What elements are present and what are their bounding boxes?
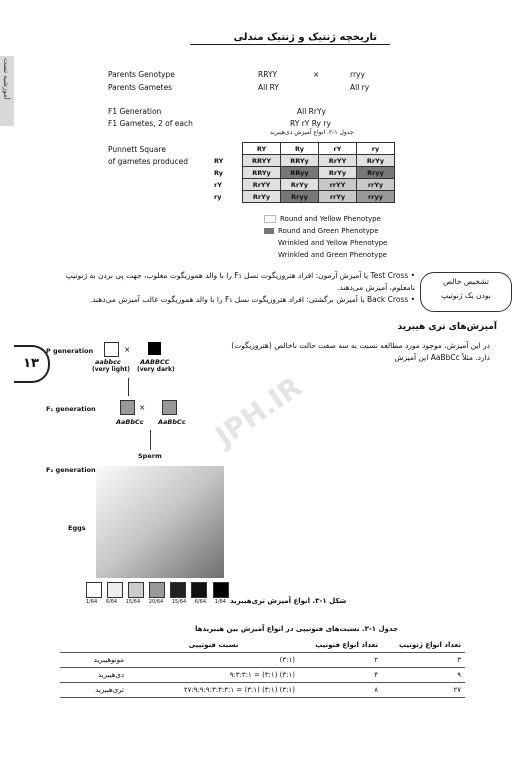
punnett-cell: RrYY [243, 179, 281, 191]
table-cell: تری‌هیبرید [60, 683, 128, 698]
table2-caption: جدول ۱-۳. نسبت‌های فنوتیپی در انواع آمیزش بین هیبریدها [195, 625, 398, 633]
legend-item: Wrinkled and Green Phenotype [264, 249, 387, 261]
scale-box [128, 582, 144, 598]
f1-gametes-label: F1 Gametes, 2 of each [108, 119, 193, 128]
punnett-square [214, 142, 395, 203]
table-header: تعداد انواع ژنوتیپ [382, 638, 465, 653]
punnett-cell: RrYY [319, 155, 357, 167]
table-cell: ۴ [299, 668, 382, 683]
legend-item: Round and Yellow Phenotype [264, 213, 387, 225]
f1-cross-sign: × [139, 403, 146, 412]
punnett-label-1: Punnett Square [108, 145, 166, 154]
parents-gametes-right: All ry [350, 83, 370, 92]
col-head: ry [357, 143, 395, 155]
f1-generation-label: F1 Generation [108, 107, 162, 116]
f1-left-box [120, 400, 135, 415]
side-note: تشخیص خالص بودن یک ژنوتیپ [420, 272, 512, 312]
punnett-caption: جدول ۱-۲. انواع آمیزش دی‌هیبرید [270, 129, 354, 136]
table-cell: ۲ [299, 653, 382, 668]
scale-box [86, 582, 102, 598]
table-header: تعداد انواع فنوتیپ [299, 638, 382, 653]
punnett-cell: RRyy [281, 167, 319, 179]
legend-swatch [264, 228, 274, 234]
arrow-line [150, 430, 151, 450]
punnett-cell: rrYy [319, 191, 357, 203]
f1-right-genotype: AaBbCc [158, 418, 186, 426]
legend-item: Round and Green Phenotype [264, 225, 387, 237]
parents-gametes-label: Parents Gametes [108, 83, 173, 92]
p-right-genotype: AABBCC [140, 358, 170, 366]
punnett-cell: RrYy [281, 179, 319, 191]
table-cell: (۳:۱) [128, 653, 299, 668]
p-left-description: (very light) [92, 366, 130, 373]
punnett-cell: RrYy [243, 191, 281, 203]
scale-box [149, 582, 165, 598]
cross-sign: × [313, 70, 320, 79]
f1-right-box [162, 400, 177, 415]
parents-genotype-left: RRYY [258, 70, 278, 79]
table-row [60, 668, 465, 683]
punnett-cell: RRYY [243, 155, 281, 167]
punnett-cell: Rryy [281, 191, 319, 203]
table-row [60, 653, 465, 668]
row-head: RY [214, 156, 224, 165]
bullet-test-cross: • Test Cross یا آمیزش آزمون: افراد هتروزیگوت نسل F₁ را با والد هموزیگوت مغلوب، جهت پی بردن به ژنوتیپ نامعلوم، آمیزش می‌دهند. [65, 271, 415, 292]
fraction-label: 6/64 [194, 599, 207, 605]
header-rule [190, 44, 390, 45]
table-cell: ۳ [382, 653, 465, 668]
section-paragraph: در این آمیزش، موجود مورد مطالعه نسبت به سه صفت حالت ناخالص (هتروزیگوت) دارد. مثلاً AaBbCc این آمیزش [231, 341, 490, 362]
legend-swatch [264, 215, 276, 223]
p-right-description: (very dark) [137, 366, 175, 373]
p-generation-label: P generation [46, 347, 94, 355]
punnett-cell: RRYy [243, 167, 281, 179]
scale-box [170, 582, 186, 598]
p-cross-sign: × [124, 345, 131, 354]
f1-gametes-value: RY rY Ry ry [290, 119, 331, 128]
scale-box [107, 582, 123, 598]
eggs-label: Eggs [68, 524, 86, 532]
table-header [60, 638, 128, 653]
arrow-line [128, 378, 129, 396]
scale-box [213, 582, 229, 598]
f2-grid-graphic [96, 466, 224, 578]
table-header: نسبت فنوتیپی [128, 638, 299, 653]
table-row [60, 683, 465, 698]
fraction-label: 15/64 [171, 599, 187, 605]
table-cell: مونوهیبرید [60, 653, 128, 668]
fraction-label: 15/64 [125, 599, 141, 605]
parents-gametes-left: All RY [258, 83, 279, 92]
p-left-genotype: aabbcc [95, 358, 121, 366]
table-cell: ۹ [382, 668, 465, 683]
f2-generation-label: F₂ generation [46, 466, 96, 474]
f1-generation-value: All RrYy [297, 107, 326, 116]
punnett-cell: rryy [357, 191, 395, 203]
parents-genotype-right: rryy [350, 70, 365, 79]
dark-parent-box [148, 342, 161, 355]
figure-caption: شکل ۱-۳. انواع آمیزش تری‌هیبرید [230, 597, 347, 605]
phenotype-legend [264, 213, 387, 261]
sperm-label: Sperm [138, 452, 162, 460]
page-number: ۱۳ [14, 345, 50, 383]
table-cell: (۳:۱) (۳:۱) = ۹:۳:۳:۱ [128, 668, 299, 683]
f1-left-genotype: AaBbCc [116, 418, 144, 426]
parents-genotype-label: Parents Genotype [108, 70, 175, 79]
f1-generation-label-fig: F₁ generation [46, 405, 96, 413]
punnett-cell: rrYY [319, 179, 357, 191]
row-head: Ry [214, 168, 223, 177]
punnett-cell: RRYy [281, 155, 319, 167]
bullet-back-cross: • Back Cross یا آمیزش برگشتی: افراد هتروزیگوت نسل F₁ را با والد هموزیگوت غالب آمیزش می‌دهند. [89, 295, 415, 304]
f2-grid [96, 466, 224, 578]
punnett-label-2: of gametes produced [108, 157, 189, 166]
legend-item: Wrinkled and Yellow Phenotype [264, 237, 387, 249]
punnett-cell: RrYy [319, 167, 357, 179]
light-parent-box [104, 342, 119, 357]
fraction-row [86, 599, 226, 605]
fraction-label: 1/64 [214, 599, 226, 605]
row-head: ry [214, 192, 222, 201]
section-title: آمیزش‌های تری هیبرید [397, 322, 497, 332]
fraction-label: 1/64 [86, 599, 98, 605]
punnett-cell: rrYy [357, 179, 395, 191]
legend-swatch [264, 240, 274, 246]
col-head: Ry [281, 143, 319, 155]
col-head: rY [319, 143, 357, 155]
bullet-list [50, 270, 415, 306]
scale-box [191, 582, 207, 598]
table-cell: دی‌هیبرید [60, 668, 128, 683]
fraction-label: 20/64 [148, 599, 164, 605]
col-head: RY [243, 143, 281, 155]
row-head: rY [214, 180, 222, 189]
header-title: تاریخچه ژنتیک و ژنتیک مندلی [233, 32, 377, 43]
legend-swatch [264, 252, 274, 258]
table-cell: ۸ [299, 683, 382, 698]
fraction-label: 6/64 [105, 599, 118, 605]
punnett-cell: Rryy [357, 167, 395, 179]
watermark: JPH.IR [209, 370, 308, 453]
table-cell: (۳:۱) (۳:۱) (۳:۱) = ۲۷:۹:۹:۹:۳:۳:۳:۱ [128, 683, 299, 698]
table-cell: ۲۷ [382, 683, 465, 698]
side-tab-label: آموزشیه تست [2, 58, 10, 100]
phenotype-ratio-table [60, 638, 465, 698]
punnett-cell: RrYy [357, 155, 395, 167]
